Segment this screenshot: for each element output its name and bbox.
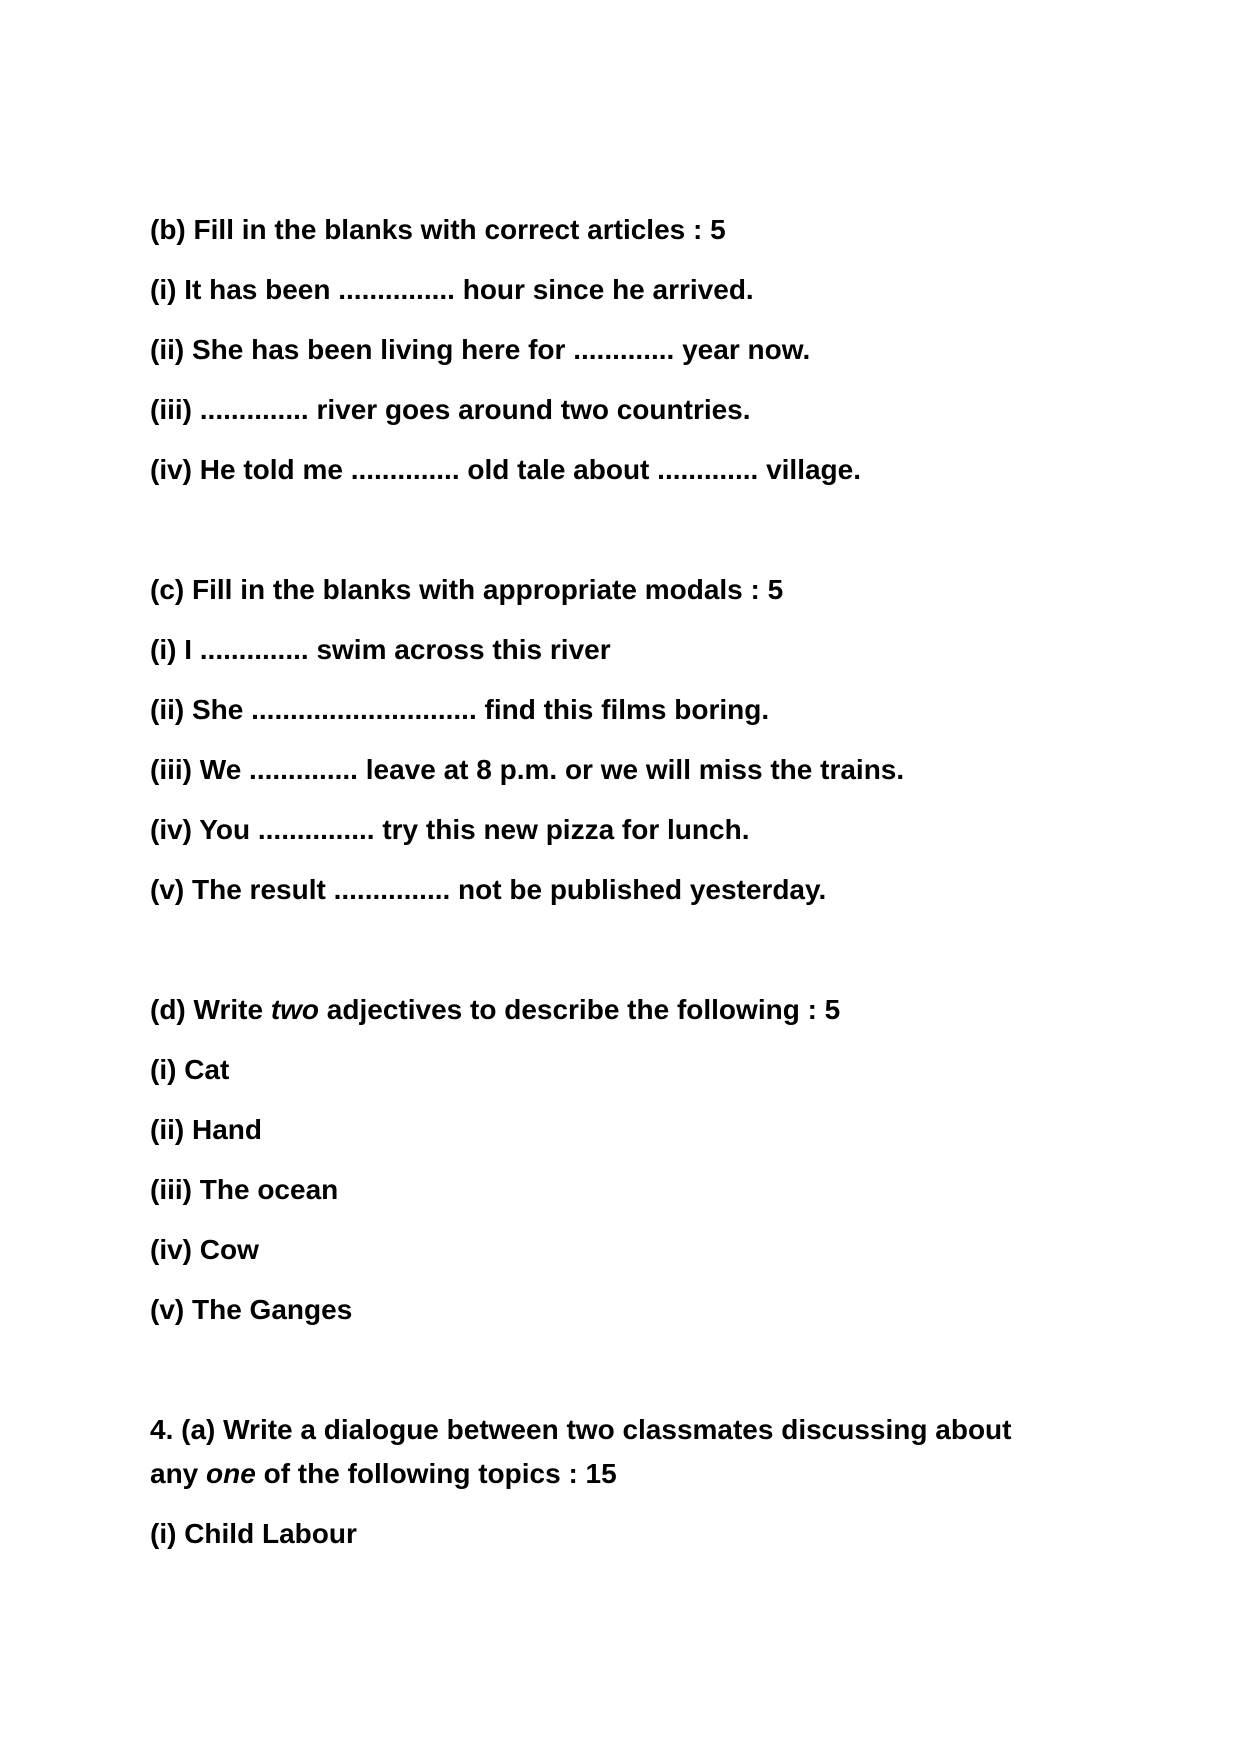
section-d-item-1: (i) Cat (150, 1054, 230, 1085)
section-c-item-3: (iii) We .............. leave at 8 p.m. or we will miss the trains. (150, 754, 905, 785)
question-4-line-2-pre: any (150, 1458, 207, 1489)
question-4-line-2-post: of the following topics : 15 (255, 1458, 617, 1489)
section-d-heading-post: adjectives to describe the following : 5 (319, 994, 841, 1025)
section-d-item-2: (ii) Hand (150, 1114, 262, 1145)
section-d-heading-pre: (d) Write (150, 994, 271, 1025)
section-c-item-2: (ii) She ............................. find this films boring. (150, 694, 770, 725)
question-4-line-2 (150, 1456, 617, 1492)
section-b-item-2: (ii) She has been living here for ............. year now. (150, 334, 811, 365)
section-c-item-5: (v) The result ............... not be published yesterday. (150, 874, 827, 905)
section-d-item-4: (iv) Cow (150, 1234, 259, 1265)
question-4-line-2-emphasis: one (206, 1458, 256, 1489)
section-b-item-3: (iii) .............. river goes around two countries. (150, 394, 751, 425)
section-d-item-3: (iii) The ocean (150, 1174, 339, 1205)
section-b-heading: (b) Fill in the blanks with correct articles : 5 (150, 214, 726, 245)
section-c-item-4: (iv) You ............... try this new pizza for lunch. (150, 814, 750, 845)
section-c-item-1: (i) I .............. swim across this river (150, 634, 611, 665)
section-c-heading: (c) Fill in the blanks with appropriate modals : 5 (150, 574, 784, 605)
section-b-item-1: (i) It has been ............... hour since he arrived. (150, 274, 754, 305)
question-4-line-1: 4. (a) Write a dialogue between two classmates discussing about (150, 1414, 1012, 1445)
question-4-item-1: (i) Child Labour (150, 1518, 357, 1549)
section-d-heading-emphasis: two (270, 994, 320, 1025)
section-d-heading (150, 992, 840, 1028)
section-d-item-5: (v) The Ganges (150, 1294, 353, 1325)
section-b-item-4: (iv) He told me .............. old tale about ............. village. (150, 454, 862, 485)
